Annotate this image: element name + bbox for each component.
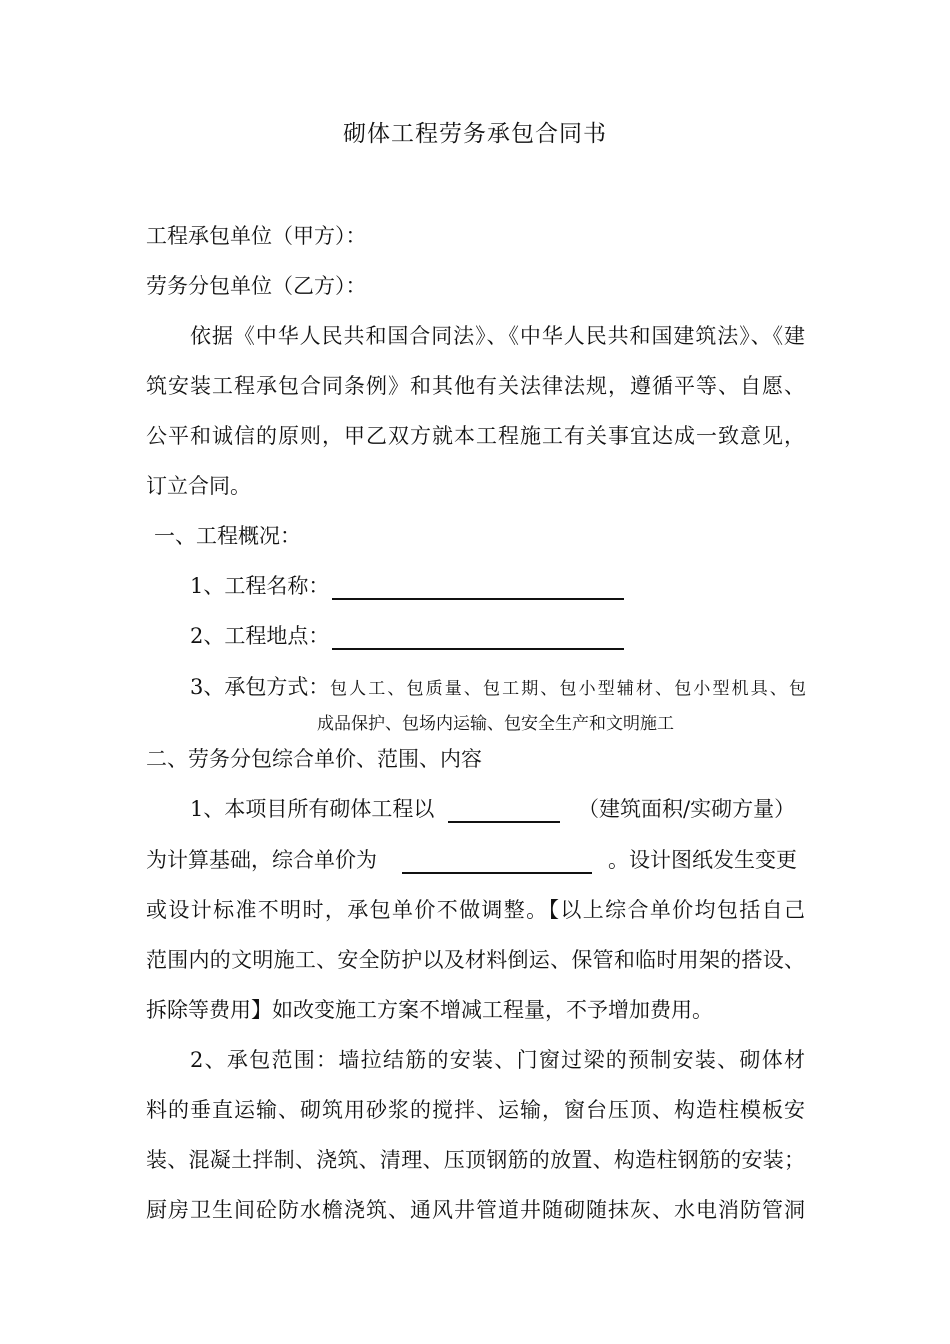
- unit-price-blank: [402, 852, 592, 874]
- p1-line-2-start: 为计算基础，综合单价为: [146, 848, 377, 872]
- project-name-label: 1、工程名称：: [190, 574, 330, 598]
- document-title: 砌体工程劳务承包合同书: [343, 121, 607, 147]
- project-location-row: [190, 622, 329, 650]
- party-b-label: 劳务分包单位（乙方）：: [146, 274, 367, 298]
- preamble-line-1: 依据《中华人民共和国合同法》、《中华人民共和国建筑法》、《建: [190, 324, 805, 348]
- preamble-line-2: 筑安装工程承包合同条例》和其他有关法律法规，遵循平等、自愿、: [146, 374, 805, 398]
- contract-method-line-2: 成品保护、包场内运输、包安全生产和文明施工: [317, 714, 674, 734]
- p1-line-1-paren: （建筑面积/实砌方量）: [578, 797, 796, 821]
- contract-method-line-1: 包人工、包质量、包工期、包小型辅材、包小型机具、包: [330, 679, 806, 699]
- preamble-line-3: 公平和诚信的原则，甲乙双方就本工程施工有关事宜达成一致意见，: [146, 424, 805, 448]
- project-location-blank: [332, 628, 624, 650]
- calculation-basis-blank: [448, 801, 560, 823]
- section1-heading: 一、工程概况：: [154, 524, 301, 548]
- project-name-blank: [332, 578, 624, 600]
- party-a-label: 工程承包单位（甲方）：: [146, 224, 367, 248]
- p1-line-2-end: 。设计图纸发生变更: [608, 848, 797, 872]
- section2-heading: 二、劳务分包综合单价、范围、内容: [146, 747, 482, 771]
- project-location-label: 2、工程地点：: [190, 624, 330, 648]
- project-name-row: [190, 572, 329, 600]
- p2-line-4: 厨房卫生间砼防水檐浇筑、通风井管道井随砌随抹灰、水电消防管洞: [146, 1198, 805, 1222]
- p2-line-1: 2、承包范围：墙拉结筋的安装、门窗过梁的预制安装、砌体材: [190, 1048, 805, 1072]
- p1-line-3: 或设计标准不明时，承包单价不做调整。【以上综合单价均包括自己: [146, 898, 805, 922]
- p2-line-3: 装、混凝土拌制、浇筑、清理、压顶钢筋的放置、构造柱钢筋的安装；: [146, 1148, 805, 1172]
- p1-line-1-start: 1、本项目所有砌体工程以: [190, 797, 435, 821]
- p1-line-4: 范围内的文明施工、安全防护以及材料倒运、保管和临时用架的搭设、: [146, 948, 805, 972]
- contract-method-label: 3、承包方式：: [190, 675, 330, 699]
- p1-line-5: 拆除等费用】如改变施工方案不增减工程量，不予增加费用。: [146, 998, 713, 1022]
- preamble-line-4: 订立合同。: [146, 474, 251, 498]
- p2-line-2: 料的垂直运输、砌筑用砂浆的搅拌、运输，窗台压顶、构造柱模板安: [146, 1098, 805, 1122]
